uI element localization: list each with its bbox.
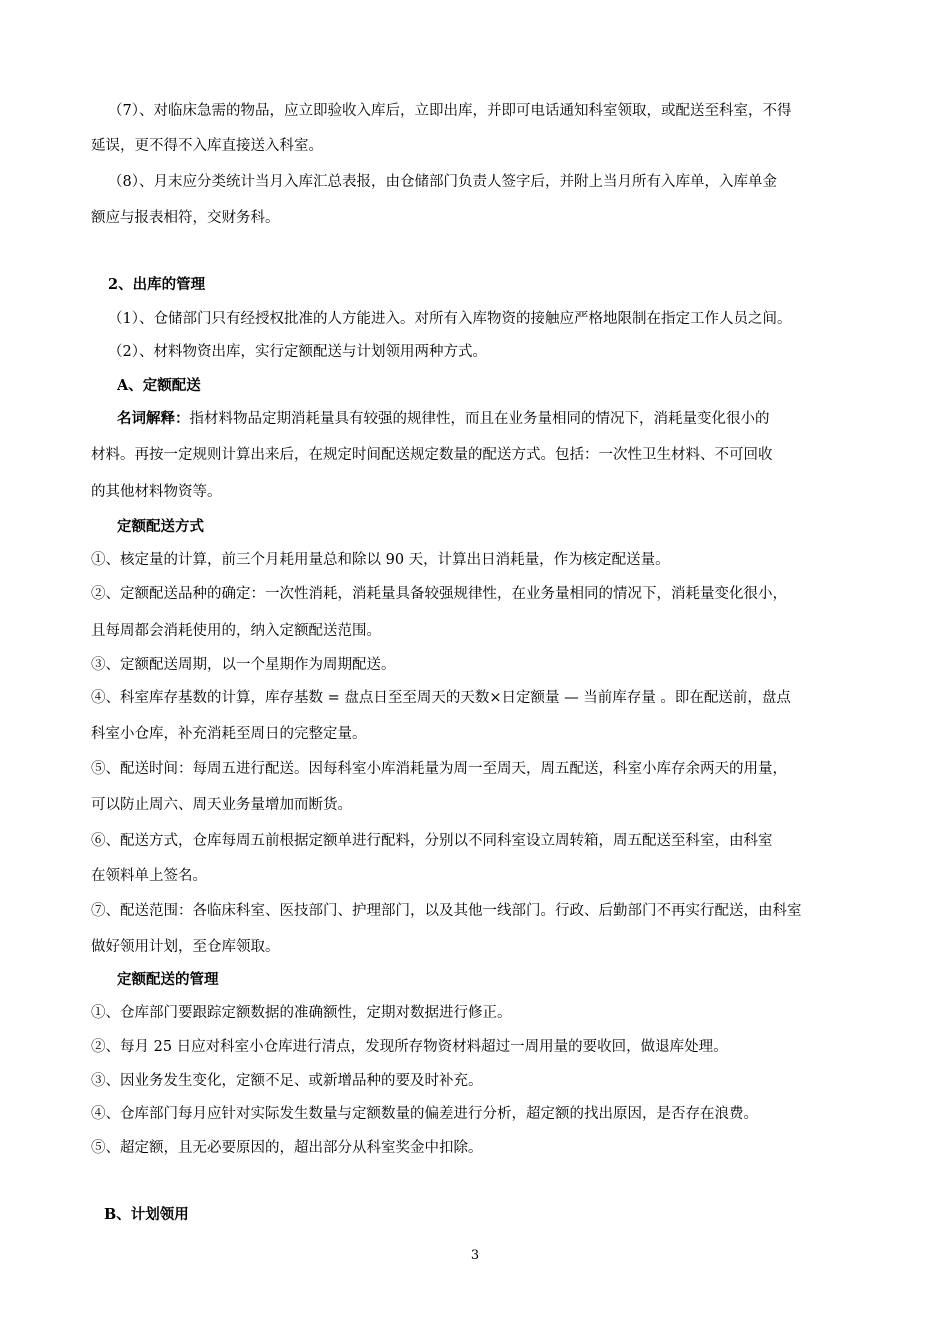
text-line: ④、仓库部门每月应针对实际发生数量与定额数量的偏差进行分析，超定额的找出原因，是否存在浪费。 bbox=[91, 1106, 758, 1122]
definition-term: 名词解释： bbox=[117, 410, 190, 427]
text-line: 做好领用计划，至仓库领取。 bbox=[91, 939, 280, 955]
text-line: ①、核定量的计算，前三个月耗用量总和除以 90 天，计算出日消耗量，作为核定配送量。 bbox=[91, 552, 670, 568]
definition-line bbox=[117, 409, 897, 429]
section-heading: 2、出库的管理 bbox=[108, 276, 206, 293]
text-line: ③、因业务发生变化，定额不足、或新增品种的要及时补充。 bbox=[91, 1073, 483, 1089]
text-line: ④、科室库存基数的计算，库存基数 = 盘点日至至周天的天数×日定额量 — 当前库存量 。即在配送前，盘点 bbox=[91, 690, 791, 706]
text-line: ①、仓库部门要跟踪定额数据的准确额性，定期对数据进行修正。 bbox=[91, 1005, 512, 1021]
text-line: ③、定额配送周期，以一个星期作为周期配送。 bbox=[91, 657, 396, 673]
text-line: 的其他材料物资等。 bbox=[91, 484, 222, 500]
subsection-heading: 定额配送方式 bbox=[117, 518, 204, 535]
subsection-heading: 定额配送的管理 bbox=[117, 971, 219, 988]
text-line: ⑤、超定额，且无必要原因的，超出部分从科室奖金中扣除。 bbox=[91, 1140, 483, 1156]
text-line: （1）、仓储部门只有经授权批准的人方能进入。对所有入库物资的接触应严格地限制在指定工作人员之间。 bbox=[108, 311, 792, 327]
text-line: 且每周都会消耗使用的，纳入定额配送范围。 bbox=[91, 623, 381, 639]
subsection-heading: B、计划领用 bbox=[104, 1206, 189, 1223]
text-line: ⑥、配送方式，仓库每周五前根据定额单进行配料，分别以不同科室设立周转箱，周五配送至科室，由科室 bbox=[91, 833, 773, 849]
text-line: ②、定额配送品种的确定：一次性消耗，消耗量具备较强规律性，在业务量相同的情况下，消耗量变化很小， bbox=[91, 586, 787, 602]
text-line: ⑤、配送时间：每周五进行配送。因每科室小库消耗量为周一至周天，周五配送，科室小库存余两天的用量， bbox=[91, 761, 787, 777]
text-line: （8）、月末应分类统计当月入库汇总表报，由仓储部门负责人签字后，并附上当月所有入库单，入库单金 bbox=[108, 174, 777, 190]
text-line: ②、每月 25 日应对科室小仓库进行清点，发现所存物资材料超过一周用量的要收回，做退库处理。 bbox=[91, 1039, 728, 1055]
text-line: （2）、材料物资出库，实行定额配送与计划领用两种方式。 bbox=[108, 344, 487, 360]
text-line: ⑦、配送范围：各临床科室、医技部门、护理部门，以及其他一线部门。行政、后勤部门不再实行配送，由科室 bbox=[91, 903, 802, 919]
page-number: 3 bbox=[470, 1248, 480, 1263]
text-line: （7）、对临床急需的物品，应立即验收入库后，立即出库，并即可电话通知科室领取，或配送至科室，不得 bbox=[108, 103, 792, 119]
subsection-heading: A、定额配送 bbox=[117, 377, 201, 394]
text-line: 科室小仓库，补充消耗至周日的完整定量。 bbox=[91, 726, 367, 742]
text-line: 延误，更不得不入库直接送入科室。 bbox=[91, 138, 323, 154]
text-line: 额应与报表相符，交财务科。 bbox=[91, 210, 280, 226]
text-line: 材料。再按一定规则计算出来后，在规定时间配送规定数量的配送方式。包括：一次性卫生材料、不可回收 bbox=[91, 447, 773, 463]
definition-text: 指材料物品定期消耗量具有较强的规律性，而且在业务量相同的情况下，消耗量变化很小的 bbox=[189, 411, 770, 427]
text-line: 在领料单上签名。 bbox=[91, 868, 207, 884]
text-line: 可以防止周六、周天业务量增加而断货。 bbox=[91, 797, 352, 813]
